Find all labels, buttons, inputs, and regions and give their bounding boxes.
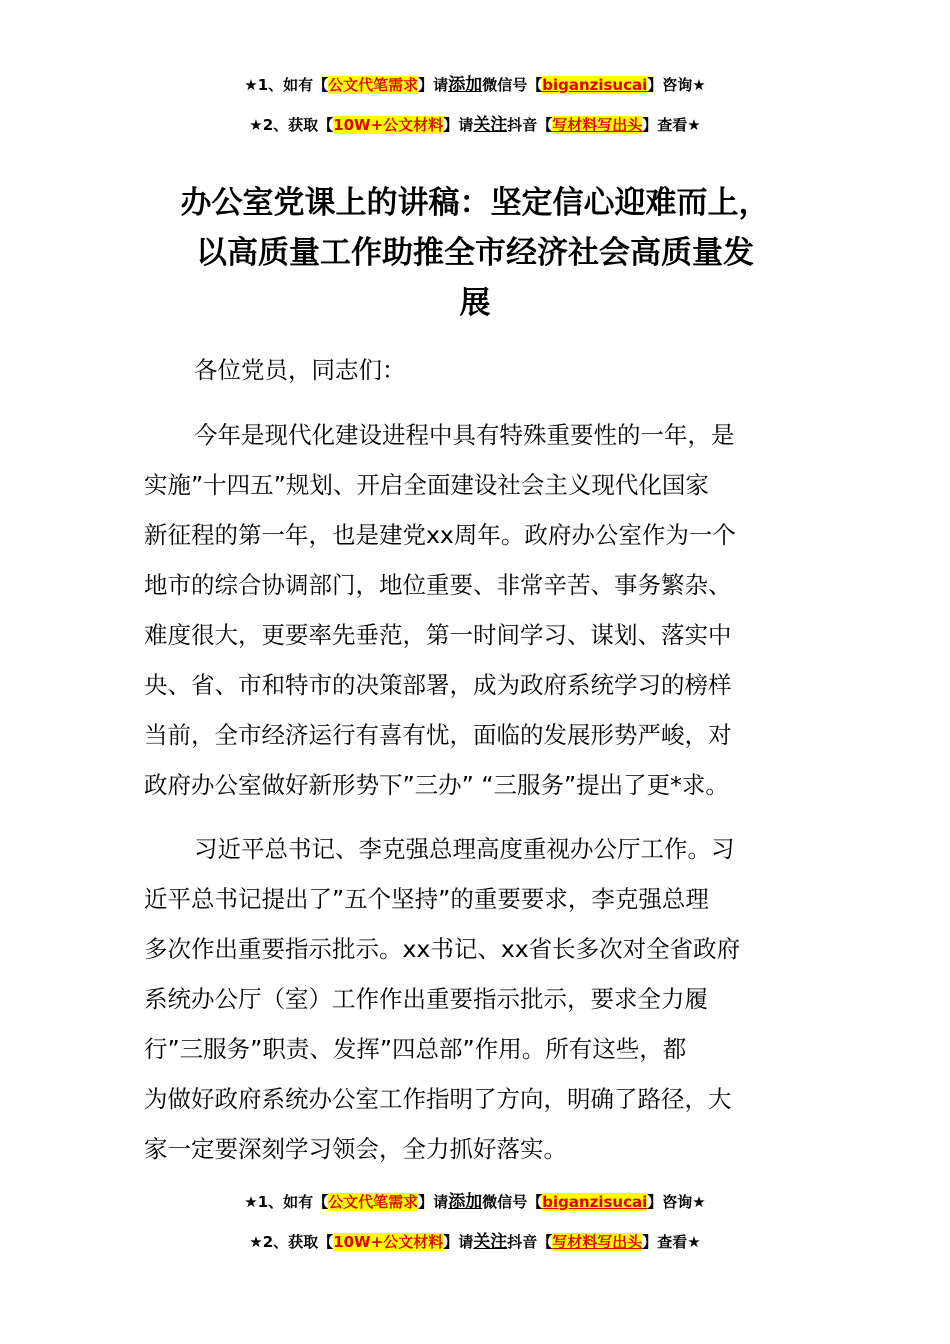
- promo-text: 添加: [448, 1192, 483, 1212]
- promo-text: 】请: [443, 1233, 474, 1251]
- promo-line-1: [0, 70, 950, 95]
- paragraph-line: 地市的综合协调部门，地位重要、非常辛苦、事务繁杂、: [144, 571, 732, 599]
- paragraph-line: 难度很大，更要率先垂范，第一时间学习、谋划、落实中: [144, 621, 732, 649]
- promo-line-1-footer: [0, 1187, 950, 1212]
- promo-text: 抖音【: [507, 1233, 553, 1251]
- paragraph-line: 实施”十四五”规划、开启全面建设社会主义现代化国家: [144, 471, 709, 499]
- paragraph-line: 新征程的第一年，也是建党xx周年。政府办公室作为一个: [144, 521, 736, 549]
- promo-text: 微信号【: [482, 1193, 543, 1211]
- promo-text: 添加: [448, 75, 483, 95]
- promo-text: ★1、如有【: [244, 76, 329, 94]
- promo-text: 】查看★: [642, 116, 701, 134]
- promo-text: 抖音【: [507, 116, 553, 134]
- greeting: 各位党员，同志们：: [194, 356, 406, 384]
- paragraph-line: 当前，全市经济运行有喜有忧，面临的发展形势严峻，对: [144, 721, 732, 749]
- promo-text: 】咨询★: [647, 1193, 706, 1211]
- paragraph-line: 为做好政府系统办公室工作指明了方向，明确了路径，大: [144, 1085, 732, 1113]
- paragraph-line: 习近平总书记、李克强总理高度重视办公厅工作。习: [194, 835, 735, 863]
- promo-wechat-id: biganzisucai: [542, 1193, 648, 1211]
- promo-highlight: 10W+公文材料: [333, 1233, 444, 1251]
- promo-text: 】请: [418, 1193, 449, 1211]
- promo-douyin-id: 写材料写出头: [552, 116, 643, 134]
- promo-text: 关注: [473, 115, 508, 135]
- promo-highlight: 公文代笔需求: [328, 76, 419, 94]
- paragraph-line: 系统办公厅（室）工作作出重要指示批示，要求全力履: [144, 985, 708, 1013]
- promo-text: 关注: [473, 1232, 508, 1252]
- promo-text: 】咨询★: [647, 76, 706, 94]
- paragraph-line: 家一定要深刻学习领会，全力抓好落实。: [144, 1135, 567, 1163]
- promo-text: ★2、获取【: [249, 116, 334, 134]
- promo-highlight: 公文代笔需求: [328, 1193, 419, 1211]
- paragraph-line: 近平总书记提出了”五个坚持”的重要要求，李克强总理: [144, 885, 709, 913]
- promo-highlight: 10W+公文材料: [333, 116, 444, 134]
- promo-text: ★1、如有【: [244, 1193, 329, 1211]
- promo-text: 】请: [418, 76, 449, 94]
- title-line: 办公室党课上的讲稿：坚定信心迎难而上，: [180, 185, 770, 221]
- title-line: 展: [459, 285, 491, 321]
- promo-text: ★2、获取【: [249, 1233, 334, 1251]
- paragraph-line: 政府办公室做好新形势下”三办” “三服务”提出了更*求。: [144, 771, 729, 799]
- promo-text: 】请: [443, 116, 474, 134]
- paragraph-line: 多次作出重要指示批示。xx书记、xx省长多次对全省政府: [144, 935, 741, 963]
- promo-wechat-id: biganzisucai: [542, 76, 648, 94]
- paragraph-1: [144, 410, 824, 810]
- promo-text: 】查看★: [642, 1233, 701, 1251]
- paragraph-line: 央、省、市和特市的决策部署，成为政府系统学习的榜样: [144, 671, 732, 699]
- promo-line-2-footer: [0, 1227, 950, 1252]
- promo-line-2: [0, 110, 950, 135]
- paragraph-line: 今年是现代化建设进程中具有特殊重要性的一年，是: [194, 421, 735, 449]
- promo-douyin-id: 写材料写出头: [552, 1233, 643, 1251]
- paragraph-line: 行”三服务”职责、发挥”四总部”作用。所有这些，都: [144, 1035, 687, 1063]
- paragraph-2: [144, 824, 824, 1174]
- page-title: [0, 178, 950, 328]
- title-line: 以高质量工作助推全市经济社会高质量发: [196, 235, 754, 271]
- promo-text: 微信号【: [482, 76, 543, 94]
